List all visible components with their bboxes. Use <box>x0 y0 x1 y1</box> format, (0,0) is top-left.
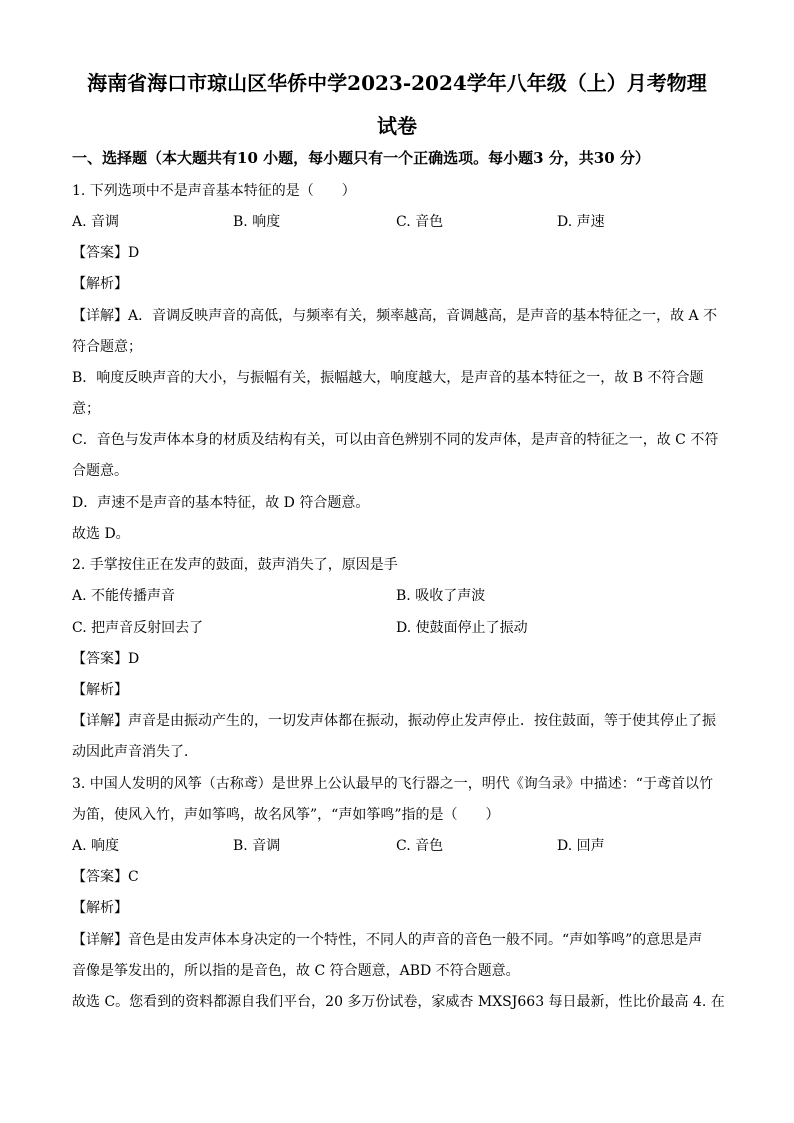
q3-detail-line: 故选 C。您看到的资料都源自我们平台，20 多万份试卷，家威杏 MXSJ663 每日最新，性比价最高 4. 在 <box>72 994 725 1010</box>
page-title-line2: 试卷 <box>377 114 417 138</box>
q3-option-a: A. 响度 <box>72 838 120 854</box>
q2-detail-line: 动因此声音消失了． <box>72 744 198 760</box>
q1-detail-line: B．响度反映声音的大小，与振幅有关，振幅越大，响度越大，是声音的基本特征之一，故 B 不符合题 <box>72 370 704 386</box>
q1-detail-line: C．音色与发声体本身的材质及结构有关，可以由音色辨别不同的发声体，是声音的特征之一，故 C 不符 <box>72 432 719 448</box>
q1-detail-line: 故选 D。 <box>72 526 130 542</box>
q2-answer: 【答案】D <box>72 651 140 667</box>
q2-option-b: B. 吸收了声波 <box>396 588 486 604</box>
q1-option-d: D. 声速 <box>557 214 605 230</box>
q2-option-d: D. 使鼓面停止了振动 <box>396 620 528 636</box>
q3-detail-line: 音像是筝发出的，所以指的是音色，故 C 符合题意，ABD 不符合题意。 <box>72 963 520 979</box>
q2-analysis: 【解析】 <box>72 682 128 698</box>
q1-option-a: A. 音调 <box>72 214 120 230</box>
q2-option-a: A. 不能传播声音 <box>72 588 176 604</box>
q1-analysis: 【解析】 <box>72 276 128 292</box>
q1-answer: 【答案】D <box>72 245 140 261</box>
q1-detail-line: D．声速不是声音的基本特征，故 D 符合题意。 <box>72 495 370 511</box>
q2-stem: 2. 手掌按住正在发声的鼓面，鼓声消失了，原因是手 <box>72 557 398 573</box>
q1-detail-line: 合题意。 <box>72 463 128 479</box>
q3-option-c: C. 音色 <box>396 838 444 854</box>
q3-stem-line: 3. 中国人发明的风筝（古称鸢）是世界上公认最早的飞行器之一，明代《询刍录》中描述：“于鸢首以竹 <box>72 776 713 792</box>
q3-detail-line: 【详解】音色是由发声体本身决定的一个特性，不同人的声音的音色一般不同。“声如筝鸣”的意思是声 <box>72 932 703 948</box>
q3-analysis: 【解析】 <box>72 900 128 916</box>
q2-option-c: C. 把声音反射回去了 <box>72 620 204 636</box>
q1-detail-line: 符合题意； <box>72 339 142 355</box>
q1-detail-line: 【详解】A．音调反映声音的高低，与频率有关，频率越高，音调越高，是声音的基本特征之一，故 A 不 <box>72 308 718 324</box>
q1-option-b: B. 响度 <box>233 214 281 230</box>
q1-option-c: C. 音色 <box>396 214 444 230</box>
q3-option-d: D. 回声 <box>557 838 605 854</box>
section-heading: 一、选择题（本大题共有10 小题，每小题只有一个正确选项。每小题3 分，共30 分） <box>72 149 650 167</box>
q1-detail-line: 意； <box>72 401 100 417</box>
q3-answer: 【答案】C <box>72 869 139 885</box>
q2-detail-line: 【详解】声音是由振动产生的，一切发声体都在振动，振动停止发声停止．按住鼓面，等于使其停止了振 <box>72 713 716 729</box>
page-title-line1: 海南省海口市琼山区华侨中学2023-2024学年八年级（上）月考物理 <box>87 71 707 95</box>
q1-stem: 1. 下列选项中不是声音基本特征的是（ ） <box>72 183 356 199</box>
q3-option-b: B. 音调 <box>233 838 281 854</box>
q3-stem-line: 为笛，使风入竹，声如筝鸣，故名风筝”，“声如筝鸣”指的是（ ） <box>72 807 500 823</box>
